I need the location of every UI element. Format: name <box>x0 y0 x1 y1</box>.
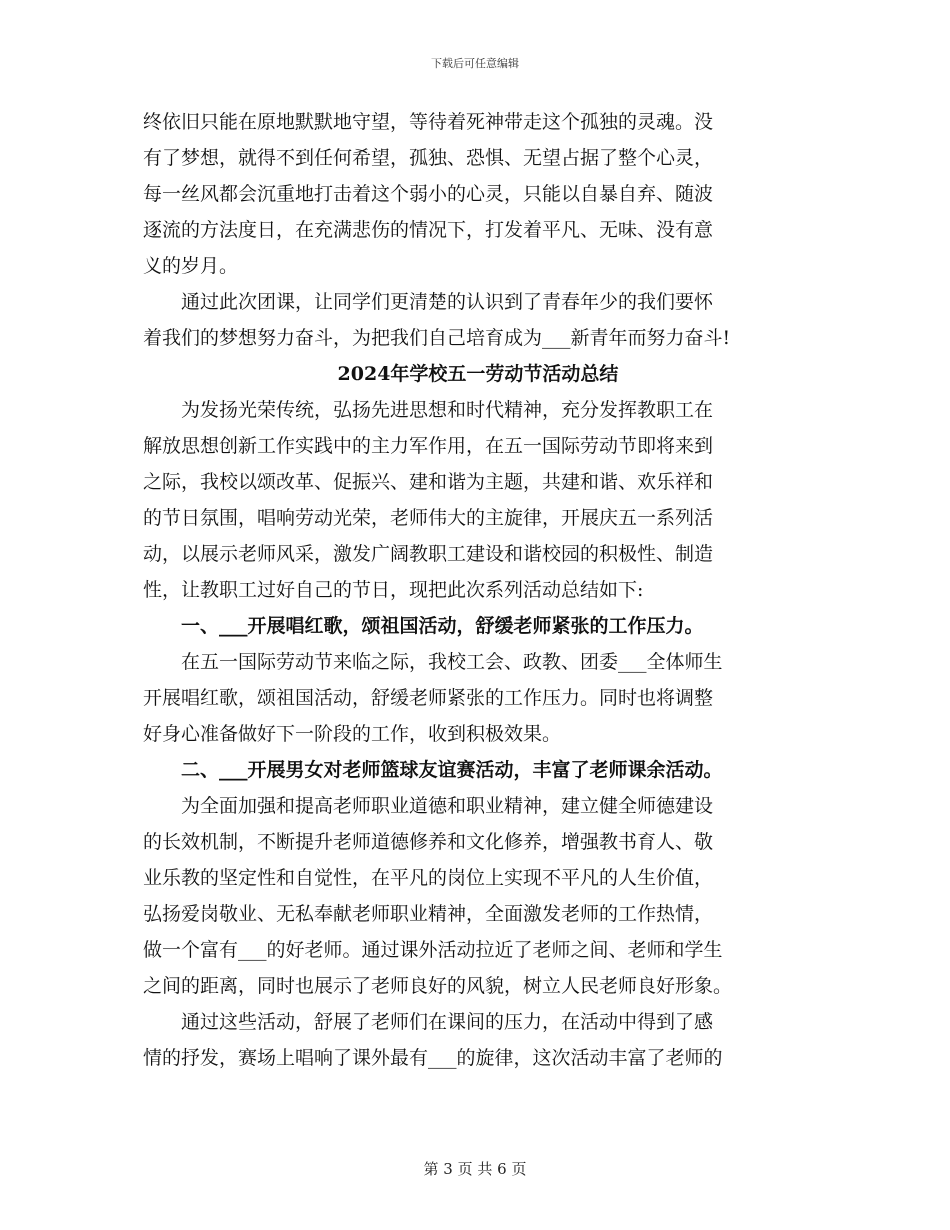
text-line: 好身心准备做好下一阶段的工作，收到积极效果。 <box>143 723 562 745</box>
text-line: 业乐教的坚定性和自觉性，在平凡的岗位上实现不平凡的人生价值， <box>143 867 714 889</box>
text-line: 性，让教职工过好自己的节日，现把此次系列活动总结如下: <box>143 579 644 601</box>
text-line: 动，以展示老师风采，激发广阔教职工建设和谐校园的积极性、制造 <box>143 543 714 565</box>
text-line: 做一个富有___的好老师。通过课外活动拉近了老师之间、老师和学生 <box>143 939 723 961</box>
section-heading: 一、___开展唱红歌，颂祖国活动，舒缓老师紧张的工作压力。 <box>143 615 704 637</box>
text-line: 为发扬光荣传统，弘扬先进思想和时代精神，充分发挥教职工在 <box>143 399 714 421</box>
text-line: 在五一国际劳动节来临之际，我校工会、政教、团委___全体师生 <box>143 651 723 673</box>
section-title: 2024年学校五一劳动节活动总结 <box>337 363 619 385</box>
page-number: 第 3 页 共 6 页 <box>423 1160 527 1178</box>
text-line: 弘扬爱岗敬业、无私奉献老师职业精神，全面激发老师的工作热情， <box>143 903 714 925</box>
text-line: 解放思想创新工作实践中的主力军作用，在五一国际劳动节即将来到 <box>143 435 714 457</box>
text-line: 逐流的方法度日，在充满悲伤的情况下，打发着平凡、无味、没有意 <box>143 219 714 241</box>
text-line: 终依旧只能在原地默默地守望，等待着死神带走这个孤独的灵魂。没 <box>143 111 714 133</box>
text-line: 着我们的梦想努力奋斗，为把我们自己培育成为___新青年而努力奋斗! <box>143 327 731 349</box>
section-heading: 二、___开展男女对老师篮球友谊赛活动，丰富了老师课余活动。 <box>143 759 723 781</box>
document-body <box>143 104 813 1076</box>
text-line: 的长效机制，不断提升老师道德修养和文化修养，增强教书育人、敬 <box>143 831 714 853</box>
text-line: 通过这些活动，舒展了老师们在课间的压力，在活动中得到了感 <box>143 1011 714 1033</box>
text-line: 之间的距离，同时也展示了老师良好的风貌，树立人民老师良好形象。 <box>143 975 733 997</box>
text-line: 通过此次团课，让同学们更清楚的认识到了青春年少的我们要怀 <box>143 291 714 313</box>
text-line: 开展唱红歌，颂祖国活动，舒缓老师紧张的工作压力。同时也将调整 <box>143 687 714 709</box>
text-line: 每一丝风都会沉重地打击着这个弱小的心灵，只能以自暴自弃、随波 <box>143 183 714 205</box>
text-line: 义的岁月。 <box>143 255 239 277</box>
text-line: 有了梦想，就得不到任何希望，孤独、恐惧、无望占据了整个心灵， <box>143 147 714 169</box>
text-line: 的节日氛围，唱响劳动光荣，老师伟大的主旋律，开展庆五一系列活 <box>143 507 714 529</box>
text-line: 之际，我校以颂改革、促振兴、建和谐为主题，共建和谐、欢乐祥和 <box>143 471 714 493</box>
text-line: 为全面加强和提高老师职业道德和职业精神，建立健全师德建设 <box>143 795 714 817</box>
page-header-note: 下载后可任意编辑 <box>431 57 519 70</box>
text-line: 情的抒发，赛场上唱响了课外最有___的旋律，这次活动丰富了老师的 <box>143 1047 723 1069</box>
